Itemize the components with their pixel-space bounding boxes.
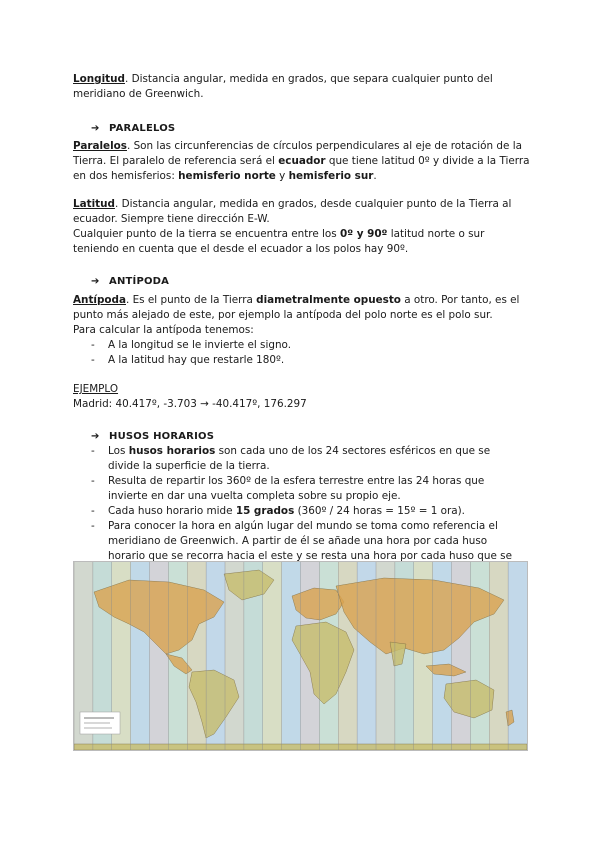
antipoda-term: Antípoda: [73, 294, 126, 306]
time-zone-strip: [489, 562, 508, 750]
husos-heading-label: HUSOS HORARIOS: [109, 431, 215, 442]
list-item: [91, 444, 521, 474]
longitud-paragraph: [73, 72, 533, 102]
ejemplo-block: [73, 382, 533, 412]
longitud-term: Longitud: [73, 73, 125, 85]
paralelos-text-2: que tiene latitud 0º y divide a la Tierra en dos hemisferios:: [73, 155, 530, 182]
latitud-range-bold: 0º y 90º: [340, 228, 388, 240]
longitud-text: . Distancia angular, medida en grados, que separa cualquier punto del meridiano de Greenwich.: [73, 73, 493, 100]
husos-heading: [91, 429, 214, 444]
time-zone-map-image: [74, 562, 527, 750]
list-item: [91, 353, 521, 368]
husos-item-4: Para conocer la hora en algún lugar del mundo se toma como referencia el meridiano de Greenwich. A partir de él se añade una hora por cada huso horario que se recorra hacia el este y se resta una hora por cada huso que se: [108, 520, 512, 562]
husos-item-1a: Los: [108, 445, 129, 457]
antipoda-text-1: . Es el punto de la Tierra: [126, 294, 257, 306]
husos-list: [91, 444, 521, 579]
paralelos-text-4: .: [373, 170, 377, 182]
paralelos-text-3: y: [275, 170, 289, 182]
diametralmente-opuesto-bold: diametralmente opuesto: [256, 294, 401, 306]
hemisferio-sur-bold: hemisferio sur: [288, 170, 374, 182]
dash-bullet: -: [91, 520, 95, 532]
dash-bullet: -: [91, 475, 95, 487]
dash-bullet: -: [91, 354, 95, 366]
husos-item-3a: Cada huso horario mide: [108, 505, 236, 517]
paralelos-text-1: . Son las circunferencias de círculos perpendiculares al eje de rotación de la Tierra. El paralelo de referencia será el: [73, 140, 522, 167]
antipoda-text-2: a otro. Por tanto, es el punto más alejado de este, por ejemplo la antípoda del polo norte es el polo sur.: [73, 294, 520, 321]
latitud-paragraph: [73, 197, 533, 257]
time-zone-strip: [282, 562, 301, 750]
paralelos-paragraph: [73, 139, 533, 184]
antipoda-paragraph: [73, 293, 533, 338]
antipoda-list: [91, 338, 521, 368]
quince-grados-bold: 15 grados: [235, 505, 295, 517]
ecuador-bold: ecuador: [278, 155, 326, 167]
paralelos-heading: [91, 121, 175, 136]
paralelos-term: Paralelos: [73, 140, 127, 152]
dash-bullet: -: [91, 505, 95, 517]
arrow-right-icon: ➔: [91, 276, 100, 287]
ejemplo-text: Madrid: 40.417º, -3.703 → -40.417º, 176.297: [73, 398, 307, 410]
paralelos-heading-label: PARALELOS: [109, 123, 176, 134]
husos-item-2: Resulta de repartir los 360º de la esfera terrestre entre las 24 horas que invierte en dar una vuelta completa sobre su propio eje.: [108, 475, 485, 502]
list-item: [91, 474, 521, 504]
antipoda-text-3: Para calcular la antípoda tenemos:: [73, 324, 254, 336]
list-item-text: A la latitud hay que restarle 180º.: [108, 354, 285, 366]
antipoda-heading: [91, 274, 169, 289]
list-item-text: A la longitud se le invierte el signo.: [108, 339, 292, 351]
husos-item-3c: (360º / 24 horas = 15º = 1 ora).: [294, 505, 465, 517]
latitud-text-2: Cualquier punto de la tierra se encuentra entre los: [73, 228, 340, 240]
hemisferio-norte-bold: hemisferio norte: [178, 170, 276, 182]
arrow-right-icon: ➔: [91, 431, 100, 442]
list-item: [91, 504, 521, 519]
husos-item-1c: son cada uno de los 24 sectores esféricos en que se divide la superficie de la tierra.: [108, 445, 491, 472]
dash-bullet: -: [91, 445, 95, 457]
antipoda-heading-label: ANTÍPODA: [109, 276, 170, 287]
dash-bullet: -: [91, 339, 95, 351]
latitud-term: Latitud: [73, 198, 115, 210]
latitud-text-3: latitud norte o sur teniendo en cuenta que el desde el ecuador a los polos hay 90º.: [73, 228, 485, 255]
latitud-text-1: . Distancia angular, medida en grados, desde cualquier punto de la Tierra al ecuador. Siempre tiene dirección E-W.: [73, 198, 512, 225]
husos-horarios-bold: husos horarios: [128, 445, 216, 457]
list-item: [91, 338, 521, 353]
arrow-right-icon: ➔: [91, 123, 100, 134]
time-zone-map: [73, 561, 528, 751]
ejemplo-label: EJEMPLO: [73, 383, 119, 395]
